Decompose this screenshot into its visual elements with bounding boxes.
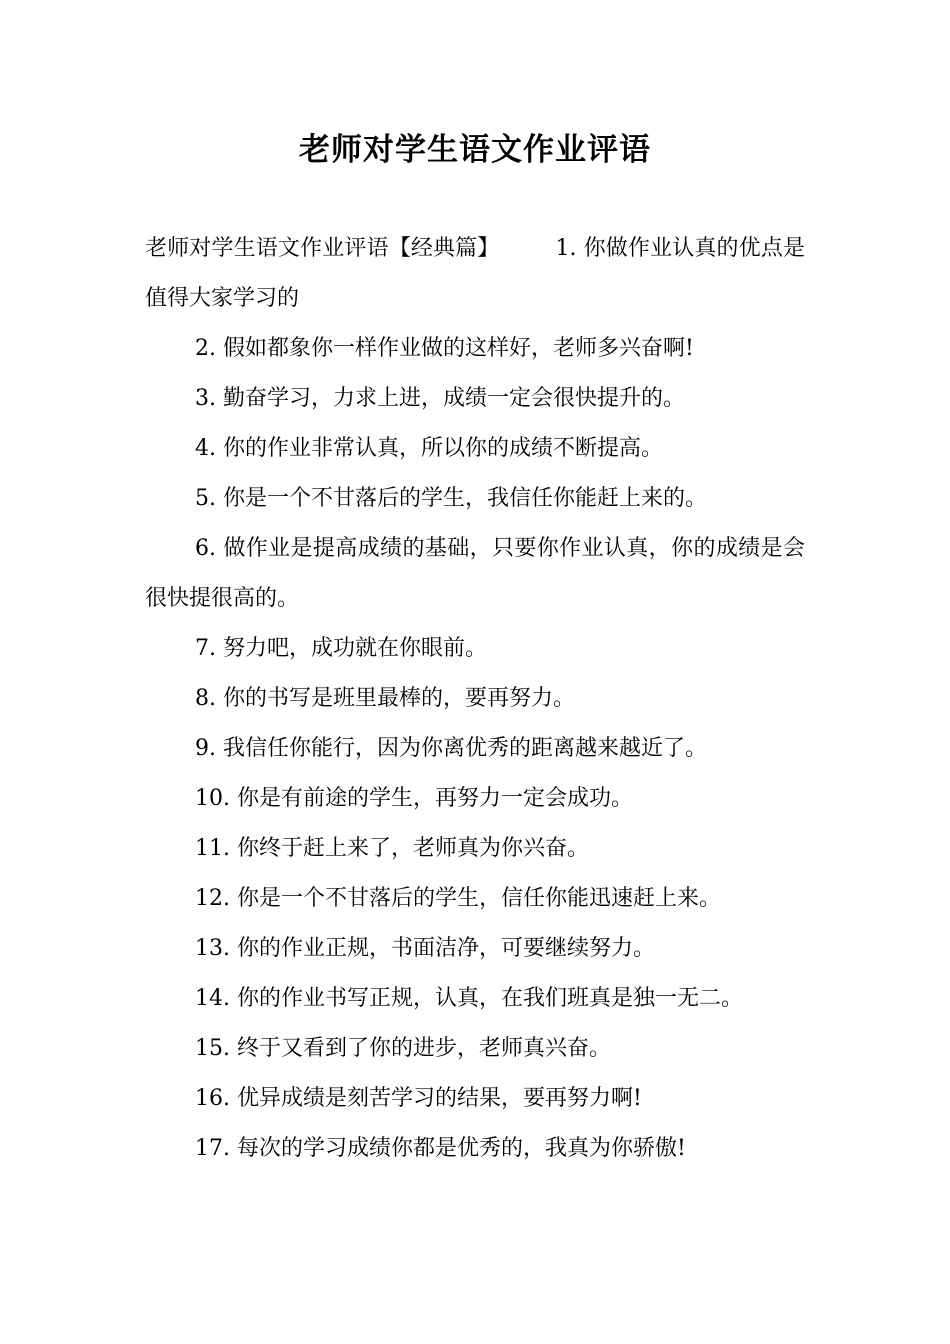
intro-paragraph bbox=[145, 224, 805, 324]
comment-item-17: 17. 每次的学习成绩你都是优秀的，我真为你骄傲! bbox=[195, 1136, 686, 1161]
comment-item-14: 14. 你的作业书写正规，认真，在我们班真是独一无二。 bbox=[195, 986, 743, 1011]
comment-item-6: 6. 做作业是提高成绩的基础，只要你作业认真，你的成绩是会很快提很高的。 bbox=[145, 536, 805, 611]
comment-item-9: 9. 我信任你能行，因为你离优秀的距离越来越近了。 bbox=[195, 736, 707, 761]
comment-item-12: 12. 你是一个不甘落后的学生，信任你能迅速赶上来。 bbox=[195, 886, 721, 911]
comment-item-15: 15. 终于又看到了你的进步，老师真兴奋。 bbox=[195, 1036, 611, 1061]
comment-item-1: 1. 你做作业认真的优点是值得大家学习的 bbox=[145, 236, 805, 311]
document-body bbox=[145, 224, 805, 1174]
intro-heading: 老师对学生语文作业评语【经典篇】 bbox=[145, 236, 500, 261]
page-title: 老师对学生语文作业评语 bbox=[299, 132, 651, 168]
comment-item-5: 5. 你是一个不甘落后的学生，我信任你能赶上来的。 bbox=[195, 486, 707, 511]
comment-item-4: 4. 你的作业非常认真，所以你的成绩不断提高。 bbox=[195, 436, 663, 461]
comment-item-2: 2. 假如都象你一样作业做的这样好，老师多兴奋啊! bbox=[195, 336, 694, 361]
comment-item-3: 3. 勤奋学习，力求上进，成绩一定会很快提升的。 bbox=[195, 386, 685, 411]
comment-item-16: 16. 优异成绩是刻苦学习的结果，要再努力啊! bbox=[195, 1086, 642, 1111]
comment-item-7: 7. 努力吧，成功就在你眼前。 bbox=[195, 636, 487, 661]
comment-item-8: 8. 你的书写是班里最棒的，要再努力。 bbox=[195, 686, 575, 711]
comment-item-13: 13. 你的作业正规，书面洁净，可要继续努力。 bbox=[195, 936, 655, 961]
comment-item-10: 10. 你是有前途的学生，再努力一定会成功。 bbox=[195, 786, 633, 811]
comment-item-11: 11. 你终于赶上来了，老师真为你兴奋。 bbox=[195, 836, 589, 861]
